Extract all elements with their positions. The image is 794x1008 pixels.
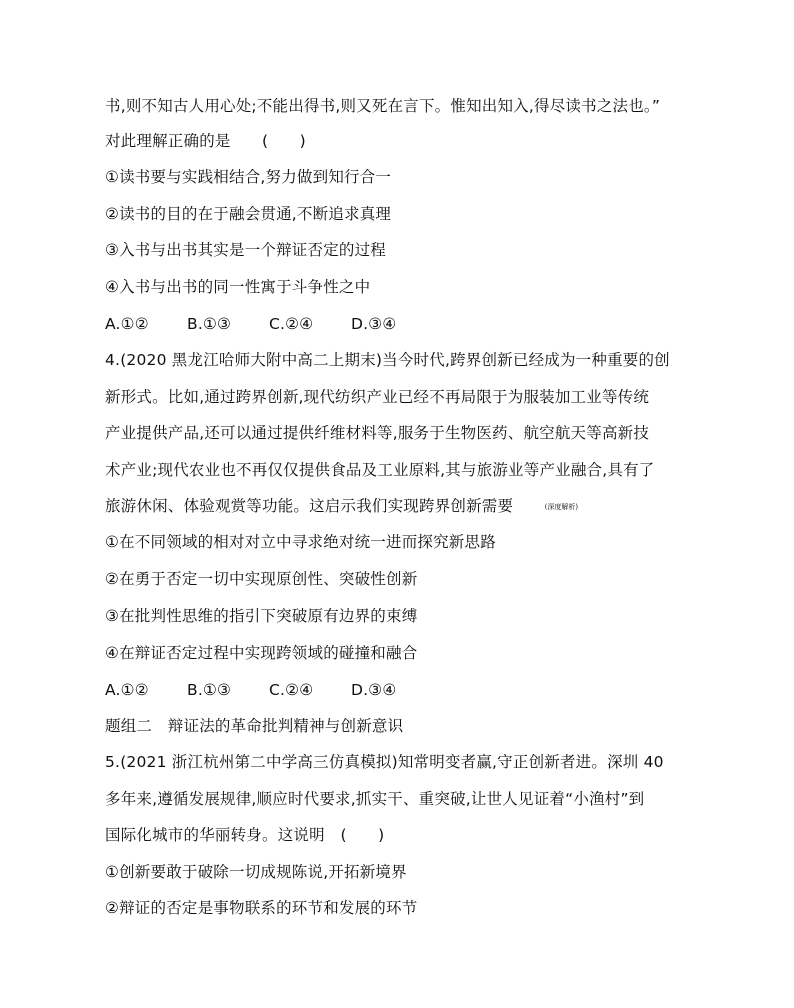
q4-answer-choices (105, 680, 433, 700)
q3-choice-d: D.③④ (351, 315, 397, 333)
q4-stem-line-2: 新形式。比如,通过跨界创新,现代纺织产业已经不再局限于为服装加工业等传统 (105, 388, 650, 406)
q5-stem-line-2: 多年来,遵循发展规律,顺应时代要求,抓实干、重突破,让世人见证着“小渔村”到 (105, 790, 645, 808)
q4-option-2: ②在勇于否定一切中实现原创性、突破性创新 (105, 570, 418, 588)
q5-option-1: ①创新要敢于破除一切成规陈说,开拓新境界 (105, 863, 407, 881)
q4-choice-b: B.①③ (187, 681, 232, 699)
q3-text-line-1: 书,则不知古人用心处;不能出得书,则又死在言下。惟知出知入,得尽读书之法也。” (105, 97, 661, 115)
q5-stem-line-1: 5.(2021 浙江杭州第二中学高三仿真模拟)知常明变者赢,守正创新者进。深圳 40 (105, 753, 664, 771)
q4-stem-line-5-text: 旅游休闲、体验观赏等功能。这启示我们实现跨界创新需要 (105, 497, 545, 515)
q3-option-4: ④入书与出书的同一性寓于斗争性之中 (105, 278, 371, 296)
q4-option-4: ④在辩证否定过程中实现跨领域的碰撞和融合 (105, 644, 418, 662)
q4-stem-line-5 (105, 496, 578, 517)
group-2-heading: 题组二 辩证法的革命批判精神与创新意识 (105, 717, 404, 735)
q4-deep-analysis-tag: (深度解析) (544, 503, 579, 511)
q3-choice-a: A.①② (105, 315, 149, 333)
q3-answer-choices (105, 314, 433, 334)
q4-choice-a: A.①② (105, 681, 149, 699)
q3-choice-b: B.①③ (187, 315, 232, 333)
q4-choice-c: C.②④ (269, 681, 314, 699)
q4-choice-d: D.③④ (351, 681, 397, 699)
q4-option-3: ③在批判性思维的指引下突破原有边界的束缚 (105, 607, 418, 625)
q5-option-2: ②辩证的否定是事物联系的环节和发展的环节 (105, 899, 418, 917)
q4-option-1: ①在不同领域的相对对立中寻求绝对统一进而探究新思路 (105, 533, 496, 551)
q4-stem-line-1: 4.(2020 黑龙江哈师大附中高二上期末)当今时代,跨界创新已经成为一种重要的创 (105, 351, 670, 369)
q5-stem-line-3: 国际化城市的华丽转身。这说明 ( ) (105, 826, 385, 844)
q4-stem-line-3: 产业提供产品,还可以通过提供纤维材料等,服务于生物医药、航空航天等高新技 (105, 424, 650, 442)
q3-text-line-2: 对此理解正确的是 ( ) (105, 132, 306, 150)
q3-option-3: ③入书与出书其实是一个辩证否定的过程 (105, 241, 386, 259)
q3-option-1: ①读书要与实践相结合,努力做到知行合一 (105, 168, 392, 186)
q3-choice-c: C.②④ (269, 315, 314, 333)
q4-stem-line-4: 术产业;现代农业也不再仅仅提供食品及工业原料,其与旅游业等产业融合,具有了 (105, 461, 655, 479)
q3-option-2: ②读书的目的在于融会贯通,不断追求真理 (105, 205, 392, 223)
